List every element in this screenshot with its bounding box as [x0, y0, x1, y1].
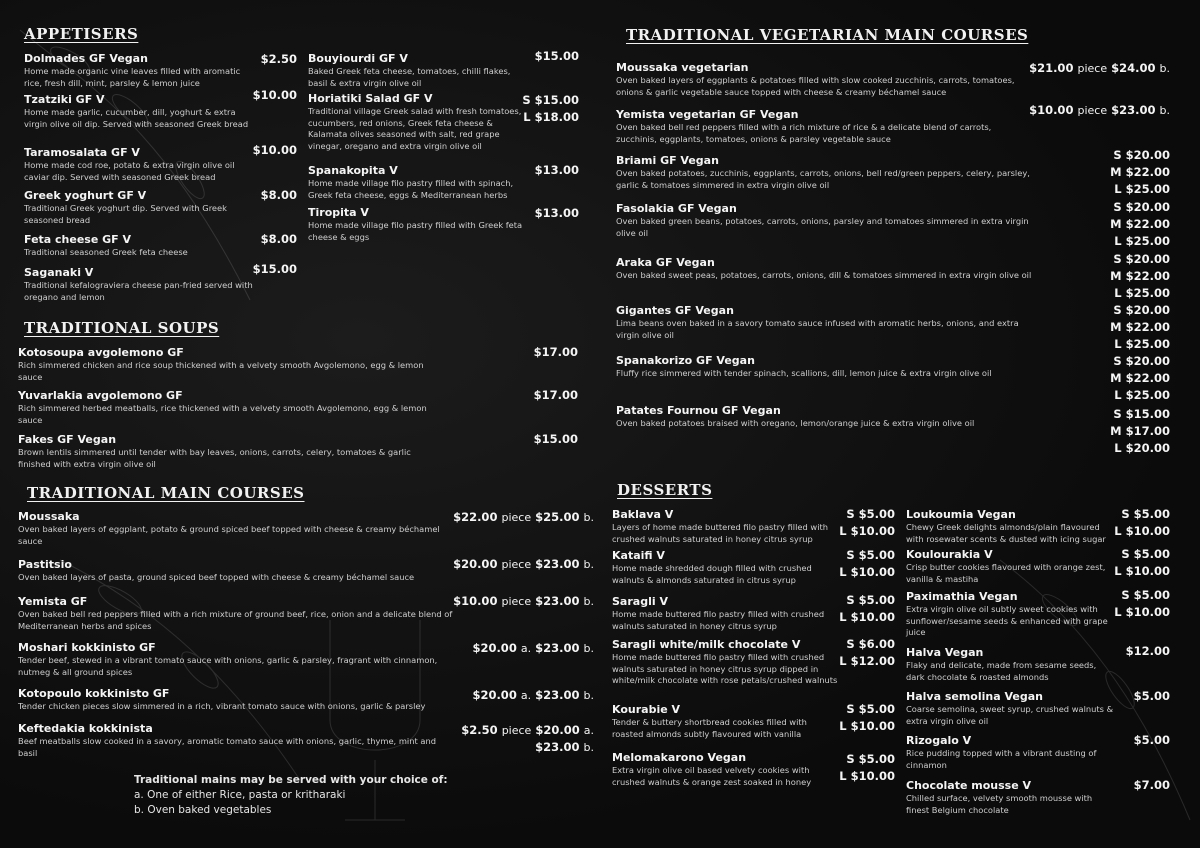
item-name: Greek yoghurt GF V [24, 189, 147, 202]
item-name: Horiatiki Salad GF V [308, 92, 433, 105]
price-b: $24.00 [1111, 61, 1156, 75]
price-large: L $10.00 [839, 719, 895, 733]
menu-item [308, 164, 523, 201]
item-desc: Home made shredded dough filled with crushed walnuts & almonds saturated in citrus syrup [612, 563, 812, 585]
price-a: $20.00 [472, 688, 517, 702]
menu-item [24, 266, 254, 303]
price-medium: M $17.00 [1110, 424, 1170, 438]
menu-item [18, 558, 453, 584]
item-desc: Crisp butter cookies flavoured with orange zest, vanilla & mastiha [906, 562, 1106, 584]
price-small: S $5.00 [846, 507, 895, 521]
menu-item [18, 389, 438, 426]
item-desc: Oven baked sweet peas, potatoes, carrots, onions, dill & tomatoes simmered in extra virgin olive oil [616, 270, 1032, 280]
menu-item [906, 590, 1114, 639]
price-small: S $5.00 [1121, 507, 1170, 521]
menu-item [612, 595, 840, 632]
price-b: $25.00 [535, 510, 580, 524]
unit-a: piece [1077, 62, 1108, 75]
price-a: $10.00 [1029, 103, 1074, 117]
price-a: $20.00 [535, 723, 580, 737]
item-price [453, 594, 594, 608]
price-small: S $20.00 [1113, 200, 1170, 214]
unit-b: b. [583, 689, 594, 702]
menu-item [612, 549, 840, 586]
price-a: $22.00 [453, 510, 498, 524]
item-desc: Tender chicken pieces slow simmered in a rich, vibrant tomato sauce with onions, garlic & parsley [18, 701, 426, 711]
menu-item [24, 52, 254, 89]
note-heading: Traditional mains may be served with your choice of: [134, 774, 448, 786]
soups-title: TRADITIONAL SOUPS [24, 319, 220, 337]
item-desc: Oven baked layers of eggplants & potatoes filled with slow cooked zucchinis, carrots, tomatoes, onions & garlic vegetable sauce topped with cheese & creamy béchamel sauce [616, 75, 1015, 97]
item-name: Keftedakia kokkinista [18, 722, 153, 735]
menu-item [616, 256, 1046, 282]
price-large: L $12.00 [839, 654, 895, 668]
menu-item [616, 154, 1046, 191]
item-name: Gigantes GF Vegan [616, 304, 734, 317]
menu-item [18, 433, 428, 470]
price-large: L $25.00 [1114, 234, 1170, 248]
item-name: Kotopoulo kokkinisto GF [18, 687, 170, 700]
price-large: L $10.00 [839, 524, 895, 538]
menu-item [308, 52, 523, 89]
price-small: S $5.00 [846, 752, 895, 766]
item-desc: Rice pudding topped with a vibrant dusting of cinnamon [906, 748, 1097, 770]
item-price [522, 92, 579, 126]
item-price: $15.00 [533, 432, 578, 446]
price-small: S $5.00 [1121, 547, 1170, 561]
item-name: Fakes GF Vegan [18, 433, 117, 446]
item-name: Patates Fournou GF Vegan [616, 404, 781, 417]
item-desc: Layers of home made buttered filo pastry filled with crushed walnuts saturated in honey citrus syrup [612, 522, 829, 544]
item-name: Chocolate mousse V [906, 779, 1032, 792]
item-desc: Home made organic vine leaves filled with aromatic rice, fresh dill, mint, parsley & lemon juice [24, 66, 241, 88]
unit-b: b. [583, 642, 594, 655]
menu-item [612, 638, 840, 687]
item-name: Briami GF Vegan [616, 154, 719, 167]
price-b: $23.00 [535, 641, 580, 655]
item-name: Yemista vegetarian GF Vegan [616, 108, 799, 121]
item-name: Moussaka [18, 510, 80, 523]
menu-item [24, 233, 254, 259]
price-a: $20.00 [472, 641, 517, 655]
item-desc: Home made garlic, cucumber, dill, yoghurt & extra virgin olive oil dip. Served with seasoned Greek bread [24, 107, 249, 129]
item-name: Taramosalata GF V [24, 146, 140, 159]
price-large: L $10.00 [1114, 605, 1170, 619]
item-price: $17.00 [533, 345, 578, 359]
item-price: $10.00 [252, 143, 297, 157]
item-name: Kataifi V [612, 549, 665, 562]
menu-item [616, 304, 1036, 341]
price-large: L $20.00 [1114, 441, 1170, 455]
price-medium: M $22.00 [1110, 217, 1170, 231]
unit-a: piece [501, 511, 532, 524]
item-desc: Flaky and delicate, made from sesame seeds, dark chocolate & roasted almonds [906, 660, 1097, 682]
price-b: $23.00 [535, 594, 580, 608]
item-price [839, 547, 895, 581]
price-a: $10.00 [453, 594, 498, 608]
item-price: $12.00 [1125, 644, 1170, 658]
item-name: Paximathia Vegan [906, 590, 1018, 603]
price-small: S $20.00 [1113, 252, 1170, 266]
price-b: $23.00 [1111, 103, 1156, 117]
item-price [1114, 506, 1170, 540]
price-b: $23.00 [535, 740, 580, 754]
item-price: $2.50 [260, 52, 297, 66]
price-b: $23.00 [535, 557, 580, 571]
price-small: S $5.00 [846, 702, 895, 716]
item-desc: Baked Greek feta cheese, tomatoes, chilli flakes, basil & extra virgin olive oil [308, 66, 511, 88]
item-price [839, 701, 895, 735]
item-desc: Rich simmered herbed meatballs, rice thickened with a velvety smooth Avgolemono, egg & lemon sauce [18, 403, 427, 425]
menu-item [18, 510, 453, 547]
price-large: L $18.00 [523, 110, 579, 124]
item-price [1114, 587, 1170, 621]
menu-item [612, 703, 840, 740]
price-large: L $10.00 [1114, 524, 1170, 538]
unit-a: a. [520, 689, 532, 702]
menu-item [308, 92, 523, 152]
item-name: Baklava V [612, 508, 674, 521]
menu-item [612, 751, 840, 788]
item-desc: Oven baked bell red peppers filled with a rich mixture of rice & a delicate blend of carrots, zucchinis, eggplants, tomatoes, onions & parsley vegetable sauce [616, 122, 992, 144]
item-name: Kourabie V [612, 703, 681, 716]
menu-item [24, 93, 254, 130]
item-price [472, 688, 594, 702]
appetisers-title: APPETISERS [24, 25, 139, 43]
item-desc: Fluffy rice simmered with tender spinach, scallions, dill, lemon juice & extra virgin olive oil [616, 368, 992, 378]
item-desc: Home made village filo pastry filled with spinach, Greek feta cheese, eggs & Mediterranean herbs [308, 178, 514, 200]
price-large: L $25.00 [1114, 286, 1170, 300]
item-desc: Chilled surface, velvety smooth mousse with finest Belgium chocolate [906, 793, 1093, 815]
menu-item [612, 508, 840, 545]
unit-a: a. [583, 724, 594, 737]
item-price: $10.00 [252, 88, 297, 102]
item-price: $13.00 [534, 163, 579, 177]
menu-item [616, 404, 1046, 430]
price-small: S $5.00 [1121, 588, 1170, 602]
item-price: $13.00 [534, 206, 579, 220]
item-desc: Tender beef, stewed in a vibrant tomato sauce with onions, garlic & parsley, fragrant with cinnamon, nutmeg & all ground spices [18, 655, 438, 677]
item-name: Saganaki V [24, 266, 94, 279]
item-price [461, 722, 594, 756]
item-name: Melomakarono Vegan [612, 751, 747, 764]
price-large: L $10.00 [839, 610, 895, 624]
price-large: L $25.00 [1114, 388, 1170, 402]
item-desc: Home made cod roe, potato & extra virgin olive oil caviar dip. Served with seasoned Greek bread [24, 160, 235, 182]
item-price: $7.00 [1133, 778, 1170, 792]
menu-item [616, 354, 1046, 380]
item-name: Yuvarlakia avgolemono GF [18, 389, 183, 402]
item-name: Yemista GF [18, 595, 88, 608]
price-small: S $6.00 [846, 637, 895, 651]
item-price [1029, 103, 1170, 117]
item-name: Rizogalo V [906, 734, 972, 747]
item-price: $15.00 [534, 49, 579, 63]
price-a: $20.00 [453, 557, 498, 571]
price-large: L $10.00 [839, 565, 895, 579]
price-medium: M $22.00 [1110, 165, 1170, 179]
note-option-b: b. Oven baked vegetables [134, 804, 272, 816]
item-name: Koulourakia V [906, 548, 993, 561]
price-small: S $20.00 [1113, 354, 1170, 368]
unit-b: b. [1159, 104, 1170, 117]
menu-item [616, 202, 1046, 239]
item-desc: Rich simmered chicken and rice soup thickened with a velvety smooth Avgolemono, egg & lemon sauce [18, 360, 424, 382]
item-name: Pastitsio [18, 558, 72, 571]
unit-b: b. [1159, 62, 1170, 75]
note-option-a: a. One of either Rice, pasta or kritharaki [134, 789, 346, 801]
item-desc: Beef meatballs slow cooked in a savory, aromatic tomato sauce with onions, garlic, thyme, mint and basil [18, 736, 436, 758]
menu-item [616, 61, 1026, 98]
mains-sides-note [134, 773, 448, 818]
item-name: Loukoumia Vegan [906, 508, 1016, 521]
item-price: $17.00 [533, 388, 578, 402]
item-desc: Traditional village Greek salad with fresh tomatoes, cucumbers, red onions, Greek feta cheese & Kalamata olives seasoned with salt, red grape vinegar, oregano and extra virgin olive oil [308, 106, 522, 151]
item-price: $5.00 [1133, 689, 1170, 703]
price-large: L $10.00 [839, 769, 895, 783]
item-name: Spanakopita V [308, 164, 398, 177]
item-price [839, 506, 895, 540]
item-price: $15.00 [252, 262, 297, 276]
menu-item [18, 641, 453, 678]
item-price [472, 641, 594, 655]
menu-item [308, 206, 523, 243]
item-price [453, 557, 594, 571]
price-large: L $25.00 [1114, 182, 1170, 196]
item-name: Bouyiourdi GF V [308, 52, 408, 65]
item-desc: Oven baked layers of eggplant, potato & ground spiced beef topped with cheese & creamy béchamel sauce [18, 524, 440, 546]
item-desc: Home made buttered filo pastry filled with crushed walnuts saturated in honey citrus syrup dipped in white/milk chocolate with rose petals/crushed walnuts [612, 652, 838, 686]
item-name: Tiropita V [308, 206, 369, 219]
unit-b: b. [583, 511, 594, 524]
veg-mains-title: TRADITIONAL VEGETARIAN MAIN COURSES [626, 26, 1029, 44]
item-name: Tzatziki GF V [24, 93, 105, 106]
item-desc: Home made buttered filo pastry filled with crushed walnuts saturated in honey citrus syrup [612, 609, 825, 631]
item-price: $8.00 [260, 232, 297, 246]
price-small: S $15.00 [522, 93, 579, 107]
item-desc: Extra virgin olive oil based velvety cookies with crushed walnuts & orange zest soaked in honey [612, 765, 812, 787]
unit-a: piece [1077, 104, 1108, 117]
item-price [1029, 61, 1170, 75]
item-desc: Traditional Greek yoghurt dip. Served with Greek seasoned bread [24, 203, 227, 225]
item-name: Moussaka vegetarian [616, 61, 749, 74]
price-medium: M $22.00 [1110, 269, 1170, 283]
item-price: $8.00 [260, 188, 297, 202]
price-large: L $25.00 [1114, 337, 1170, 351]
price-piece: $2.50 [461, 723, 498, 737]
price-b: $23.00 [535, 688, 580, 702]
item-name: Halva Vegan [906, 646, 984, 659]
item-desc: Oven baked layers of pasta, ground spiced beef topped with cheese & creamy béchamel sauce [18, 572, 415, 582]
item-desc: Home made village filo pastry filled with Greek feta cheese & eggs [308, 220, 523, 242]
item-desc: Oven baked potatoes, zucchinis, eggplants, carrots, onions, bell red/green peppers, celery, parsley, garlic & tomatoes simmered in extra virgin olive oil [616, 168, 1030, 190]
unit-a: piece [501, 595, 532, 608]
item-name: Fasolakia GF Vegan [616, 202, 737, 215]
item-name: Araka GF Vegan [616, 256, 715, 269]
menu-item [616, 108, 1026, 145]
item-price [1110, 199, 1170, 250]
item-desc: Oven baked bell red peppers filled with a rich mixture of ground beef, rice, onion and a delicate blend of Mediterranean herbs and spices [18, 609, 453, 631]
price-a: $21.00 [1029, 61, 1074, 75]
price-small: S $20.00 [1113, 303, 1170, 317]
price-small: S $20.00 [1113, 148, 1170, 162]
menu-item [18, 722, 453, 759]
item-desc: Oven baked potatoes braised with oregano, lemon/orange juice & extra virgin olive oil [616, 418, 975, 428]
item-desc: Traditional kefalograviera cheese pan-fried served with oregano and lemon [24, 280, 253, 302]
menu-item [24, 146, 254, 183]
unit-b: b. [583, 595, 594, 608]
unit-piece: piece [501, 724, 532, 737]
menu-item [18, 346, 438, 383]
unit-b: b. [583, 558, 594, 571]
desserts-title: DESSERTS [617, 481, 713, 499]
menu-item [906, 734, 1114, 771]
price-small: S $15.00 [1113, 407, 1170, 421]
item-name: Spanakorizo GF Vegan [616, 354, 755, 367]
item-desc: Chewy Greek delights almonds/plain flavoured with rosewater scents & dusted with icing sugar [906, 522, 1106, 544]
menu-item [906, 548, 1114, 585]
price-small: S $5.00 [846, 548, 895, 562]
item-price [1110, 302, 1170, 353]
item-price [839, 636, 895, 670]
item-name: Feta cheese GF V [24, 233, 132, 246]
menu-item [18, 595, 453, 632]
item-price [1110, 147, 1170, 198]
item-price [1110, 251, 1170, 302]
menu-item [24, 189, 254, 226]
unit-a: piece [501, 558, 532, 571]
item-desc: Lima beans oven baked in a savory tomato sauce infused with aromatic herbs, onions, and extra virgin olive oil [616, 318, 1019, 340]
item-name: Saragli white/milk chocolate V [612, 638, 801, 651]
item-desc: Coarse semolina, sweet syrup, crushed walnuts & extra virgin olive oil [906, 704, 1114, 726]
item-price: $5.00 [1133, 733, 1170, 747]
price-small: S $5.00 [846, 593, 895, 607]
item-desc: Tender & buttery shortbread cookies filled with roasted almonds subtly flavoured with vanilla [612, 717, 807, 739]
item-desc: Brown lentils simmered until tender with bay leaves, onions, carrots, celery, tomatoes & garlic finished with extra virgin olive oil [18, 447, 411, 469]
item-name: Dolmades GF Vegan [24, 52, 148, 65]
menu-item [906, 690, 1114, 727]
price-medium: M $22.00 [1110, 371, 1170, 385]
item-price [1110, 406, 1170, 457]
item-price [1114, 546, 1170, 580]
item-price [453, 510, 594, 524]
price-medium: M $22.00 [1110, 320, 1170, 334]
menu-item [906, 646, 1114, 683]
item-price [839, 592, 895, 626]
item-name: Kotosoupa avgolemono GF [18, 346, 184, 359]
unit-a: a. [520, 642, 532, 655]
item-desc: Traditional seasoned Greek feta cheese [24, 247, 188, 257]
menu-item [906, 779, 1114, 816]
item-name: Moshari kokkinisto GF [18, 641, 156, 654]
item-name: Saragli V [612, 595, 668, 608]
mains-title: TRADITIONAL MAIN COURSES [27, 484, 305, 502]
item-desc: Extra virgin olive oil subtly sweet cookies with sunflower/sesame seeds & enhanced with grape juice [906, 604, 1108, 638]
item-desc: Oven baked green beans, potatoes, carrots, onions, parsley and tomatoes simmered in extra virgin olive oil [616, 216, 1029, 238]
price-large: L $10.00 [1114, 564, 1170, 578]
item-name: Halva semolina Vegan [906, 690, 1043, 703]
item-price [839, 751, 895, 785]
item-price [1110, 353, 1170, 404]
menu-item [18, 687, 453, 713]
menu-item [906, 508, 1114, 545]
unit-b: b. [583, 741, 594, 754]
